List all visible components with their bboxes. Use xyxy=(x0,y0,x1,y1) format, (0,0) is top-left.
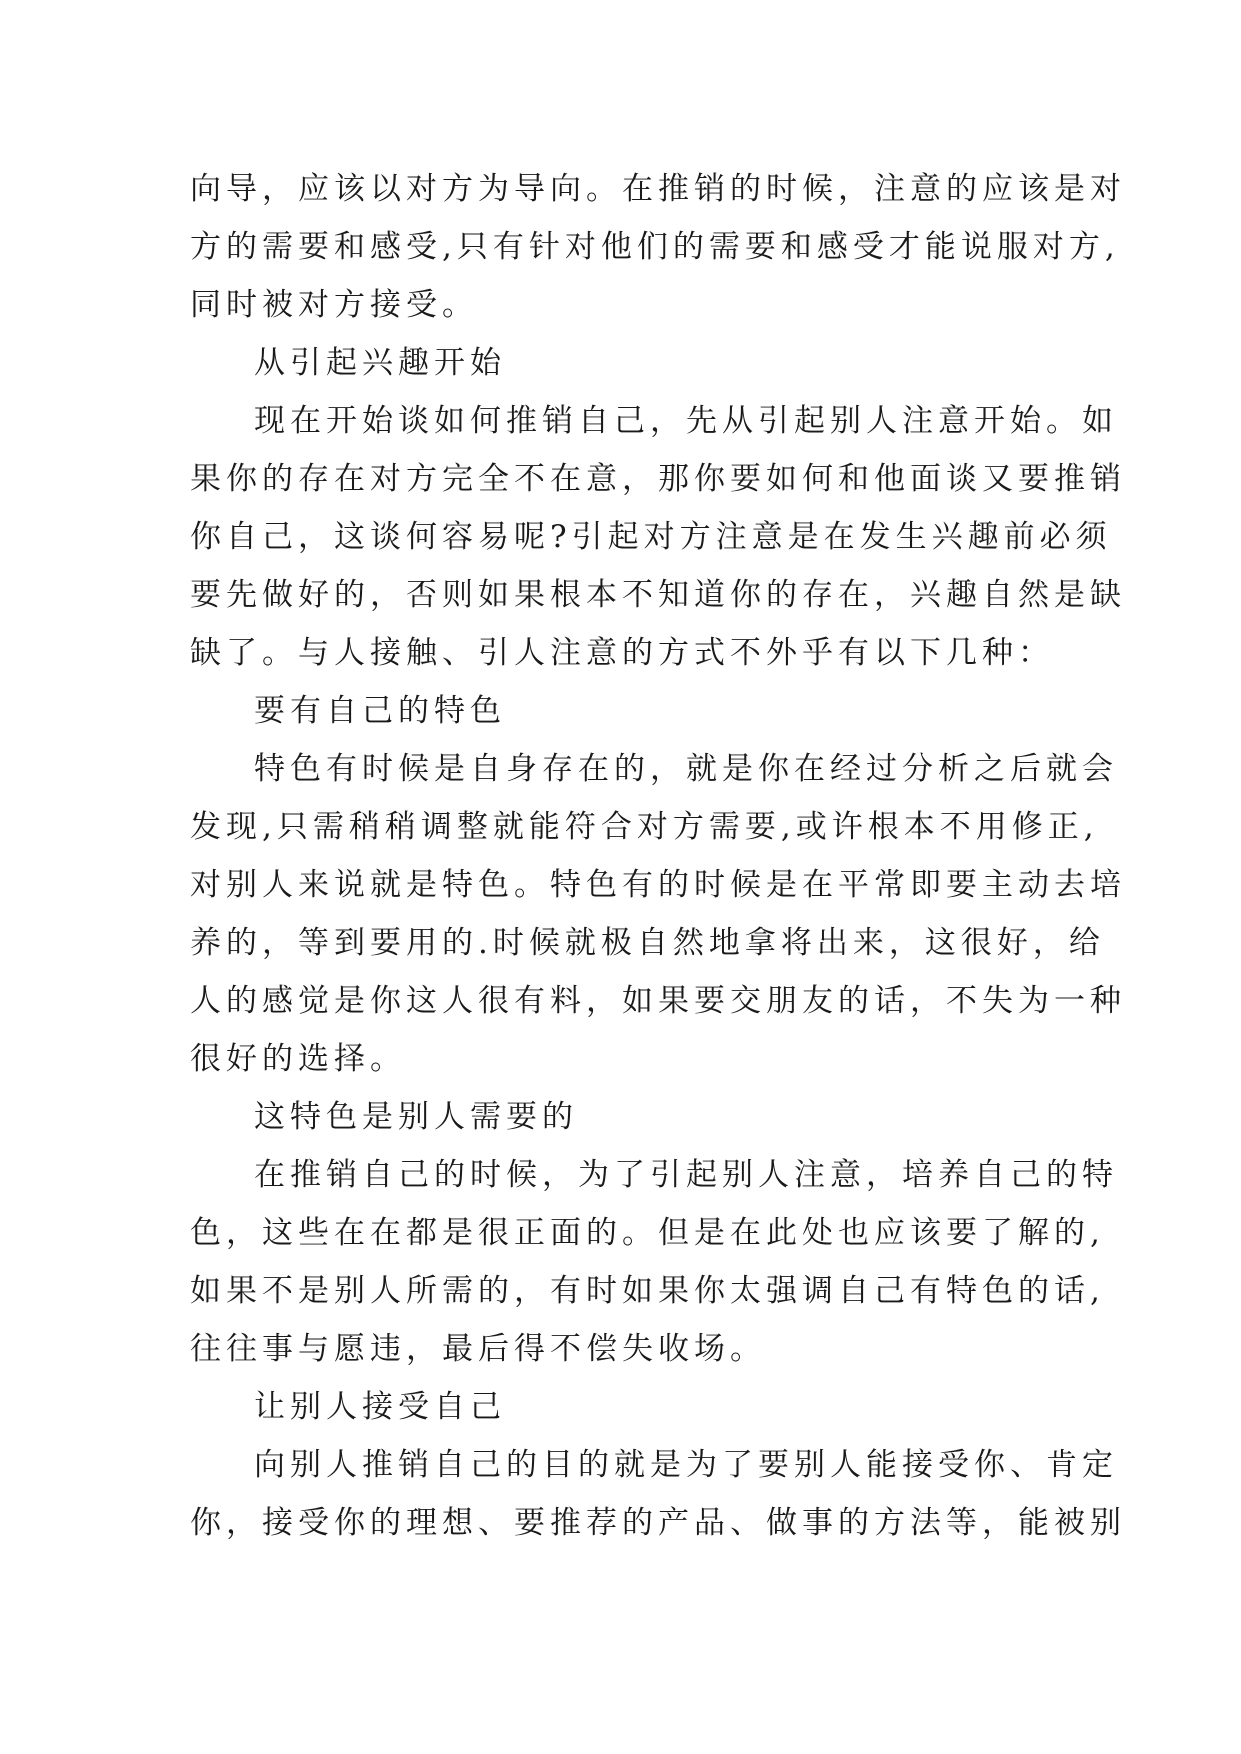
text-line: 特色有时候是自身存在的，就是你在经过分析之后就会 xyxy=(254,751,1118,787)
text-line: 方的需要和感受,只有针对他们的需要和感受才能说服对方, xyxy=(190,229,1120,265)
text-line: 很好的选择。 xyxy=(190,1041,406,1077)
text-line: 果你的存在对方完全不在意，那你要如何和他面谈又要推销 xyxy=(190,461,1126,497)
text-line: 往往事与愿违，最后得不偿失收场。 xyxy=(190,1331,766,1367)
text-line: 养的，等到要用的.时候就极自然地拿将出来，这很好，给 xyxy=(190,925,1105,961)
text-line: 缺了。与人接触、引人注意的方式不外乎有以下几种： xyxy=(190,635,1054,671)
body-text xyxy=(190,160,1126,1552)
text-line: 你自己，这谈何容易呢?引起对方注意是在发生兴趣前必须 xyxy=(190,519,1112,555)
text-line: 现在开始谈如何推销自己，先从引起别人注意开始。如 xyxy=(254,403,1118,439)
text-line: 你，接受你的理想、要推荐的产品、做事的方法等，能被别 xyxy=(190,1505,1126,1541)
section-heading: 让别人接受自己 xyxy=(254,1389,506,1425)
section-heading: 要有自己的特色 xyxy=(254,693,506,729)
text-line: 要先做好的，否则如果根本不知道你的存在，兴趣自然是缺 xyxy=(190,577,1126,613)
text-line: 对别人来说就是特色。特色有的时候是在平常即要主动去培 xyxy=(190,867,1126,903)
text-line: 向别人推销自己的目的就是为了要别人能接受你、肯定 xyxy=(254,1447,1118,1483)
text-line: 向导，应该以对方为导向。在推销的时候，注意的应该是对 xyxy=(190,171,1126,207)
text-line: 在推销自己的时候，为了引起别人注意，培养自己的特 xyxy=(254,1157,1118,1193)
text-line: 人的感觉是你这人很有料，如果要交朋友的话，不失为一种 xyxy=(190,983,1126,1019)
text-line: 发现,只需稍稍调整就能符合对方需要,或许根本不用修正, xyxy=(190,809,1099,845)
text-line: 如果不是别人所需的，有时如果你太强调自己有特色的话, xyxy=(190,1273,1105,1309)
section-heading: 从引起兴趣开始 xyxy=(254,345,506,381)
section-heading: 这特色是别人需要的 xyxy=(254,1099,578,1135)
text-line: 色，这些在在都是很正面的。但是在此处也应该要了解的, xyxy=(190,1215,1105,1251)
text-line: 同时被对方接受。 xyxy=(190,287,478,323)
